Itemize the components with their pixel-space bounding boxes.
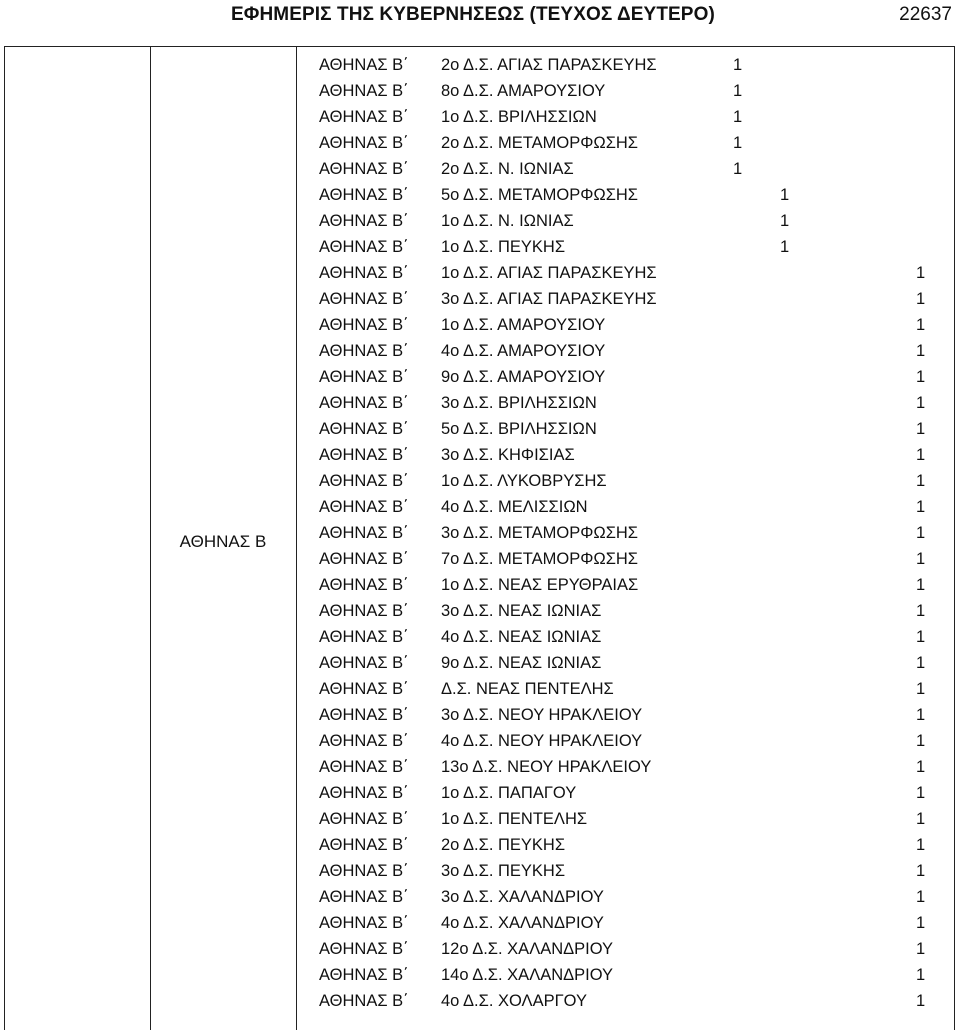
count-cell: 1 [916,342,926,360]
page-number: 22637 [899,4,952,25]
count-cell: 1 [733,56,743,74]
school-cell: 1ο Δ.Σ. ΠΑΠΑΓΟΥ [441,784,577,802]
count-cell: 1 [780,186,790,204]
school-cell: 3ο Δ.Σ. ΑΓΙΑΣ ΠΑΡΑΣΚΕΥΗΣ [441,290,657,308]
count-cell: 1 [916,472,926,490]
school-cell: Δ.Σ. ΝΕΑΣ ΠΕΝΤΕΛΗΣ [441,680,614,698]
region-cell: ΑΘΗΝΑΣ Β΄ [319,212,409,230]
region-cell: ΑΘΗΝΑΣ Β΄ [319,108,409,126]
count-cell: 1 [916,316,926,334]
table-row [0,754,960,780]
school-cell: 3ο Δ.Σ. ΧΑΛΑΝΔΡΙΟΥ [441,888,604,906]
region-cell: ΑΘΗΝΑΣ Β΄ [319,940,409,958]
count-cell: 1 [916,810,926,828]
table-row [0,988,960,1014]
table-row [0,390,960,416]
count-cell: 1 [916,784,926,802]
count-cell: 1 [916,550,926,568]
group-label: ΑΘΗΝΑΣ Β [179,532,267,551]
region-cell: ΑΘΗΝΑΣ Β΄ [319,316,409,334]
school-cell: 4ο Δ.Σ. ΑΜΑΡΟΥΣΙΟΥ [441,342,606,360]
table-row [0,156,960,182]
table-row [0,702,960,728]
school-cell: 1ο Δ.Σ. ΛΥΚΟΒΡΥΣΗΣ [441,472,607,490]
table-row [0,78,960,104]
school-cell: 3ο Δ.Σ. ΜΕΤΑΜΟΡΦΩΣΗΣ [441,524,639,542]
count-cell: 1 [916,264,926,282]
table-row [0,260,960,286]
table-row [0,130,960,156]
region-cell: ΑΘΗΝΑΣ Β΄ [319,628,409,646]
count-cell: 1 [916,940,926,958]
region-cell: ΑΘΗΝΑΣ Β΄ [319,238,409,256]
table-row [0,520,960,546]
table-row [0,104,960,130]
school-cell: 14ο Δ.Σ. ΧΑΛΑΝΔΡΙΟΥ [441,966,614,984]
school-cell: 1ο Δ.Σ. Ν. ΙΩΝΙΑΣ [441,212,574,230]
region-cell: ΑΘΗΝΑΣ Β΄ [319,394,409,412]
table-body [0,52,960,1014]
table-row [0,468,960,494]
school-cell: 1ο Δ.Σ. ΒΡΙΛΗΣΣΙΩΝ [441,108,597,126]
school-cell: 2ο Δ.Σ. ΑΓΙΑΣ ΠΑΡΑΣΚΕΥΗΣ [441,56,657,74]
count-cell: 1 [916,290,926,308]
school-cell: 9ο Δ.Σ. ΑΜΑΡΟΥΣΙΟΥ [441,368,606,386]
school-cell: 1ο Δ.Σ. ΠΕΝΤΕΛΗΣ [441,810,588,828]
count-cell: 1 [733,82,743,100]
count-cell: 1 [916,836,926,854]
count-cell: 1 [733,108,743,126]
table-row [0,208,960,234]
table-row [0,364,960,390]
table-row [0,234,960,260]
region-cell: ΑΘΗΝΑΣ Β΄ [319,472,409,490]
table-row [0,780,960,806]
school-cell: 1ο Δ.Σ. ΝΕΑΣ ΕΡΥΘΡΑΙΑΣ [441,576,639,594]
region-cell: ΑΘΗΝΑΣ Β΄ [319,160,409,178]
region-cell: ΑΘΗΝΑΣ Β΄ [319,498,409,516]
region-cell: ΑΘΗΝΑΣ Β΄ [319,914,409,932]
table-row [0,286,960,312]
count-cell: 1 [780,238,790,256]
region-cell: ΑΘΗΝΑΣ Β΄ [319,290,409,308]
region-cell: ΑΘΗΝΑΣ Β΄ [319,186,409,204]
school-cell: 4ο Δ.Σ. ΧΟΛΑΡΓΟΥ [441,992,587,1010]
count-cell: 1 [733,160,743,178]
school-cell: 2ο Δ.Σ. Ν. ΙΩΝΙΑΣ [441,160,574,178]
school-cell: 5ο Δ.Σ. ΜΕΤΑΜΟΡΦΩΣΗΣ [441,186,639,204]
region-cell: ΑΘΗΝΑΣ Β΄ [319,368,409,386]
table-row [0,546,960,572]
count-cell: 1 [916,524,926,542]
school-cell: 2ο Δ.Σ. ΠΕΥΚΗΣ [441,836,566,854]
region-cell: ΑΘΗΝΑΣ Β΄ [319,602,409,620]
table-row [0,442,960,468]
count-cell: 1 [916,862,926,880]
table-row [0,910,960,936]
count-cell: 1 [916,706,926,724]
region-cell: ΑΘΗΝΑΣ Β΄ [319,82,409,100]
school-cell: 4ο Δ.Σ. ΜΕΛΙΣΣΙΩΝ [441,498,588,516]
count-cell: 1 [916,888,926,906]
table-row [0,962,960,988]
table-row [0,832,960,858]
region-cell: ΑΘΗΝΑΣ Β΄ [319,264,409,282]
region-cell: ΑΘΗΝΑΣ Β΄ [319,134,409,152]
school-cell: 1ο Δ.Σ. ΑΜΑΡΟΥΣΙΟΥ [441,316,606,334]
count-cell: 1 [916,576,926,594]
table-row [0,572,960,598]
region-cell: ΑΘΗΝΑΣ Β΄ [319,992,409,1010]
region-cell: ΑΘΗΝΑΣ Β΄ [319,888,409,906]
school-cell: 1ο Δ.Σ. ΑΓΙΑΣ ΠΑΡΑΣΚΕΥΗΣ [441,264,657,282]
table-row [0,676,960,702]
region-cell: ΑΘΗΝΑΣ Β΄ [319,654,409,672]
school-cell: 2ο Δ.Σ. ΜΕΤΑΜΟΡΦΩΣΗΣ [441,134,639,152]
region-cell: ΑΘΗΝΑΣ Β΄ [319,446,409,464]
region-cell: ΑΘΗΝΑΣ Β΄ [319,524,409,542]
count-cell: 1 [916,446,926,464]
table-row [0,624,960,650]
school-cell: 12ο Δ.Σ. ΧΑΛΑΝΔΡΙΟΥ [441,940,614,958]
region-cell: ΑΘΗΝΑΣ Β΄ [319,758,409,776]
count-cell: 1 [916,420,926,438]
page-header [0,0,960,28]
region-cell: ΑΘΗΝΑΣ Β΄ [319,680,409,698]
count-cell: 1 [916,758,926,776]
count-cell: 1 [916,368,926,386]
count-cell: 1 [916,992,926,1010]
school-cell: 9ο Δ.Σ. ΝΕΑΣ ΙΩΝΙΑΣ [441,654,602,672]
school-cell: 4ο Δ.Σ. ΝΕΑΣ ΙΩΝΙΑΣ [441,628,602,646]
region-cell: ΑΘΗΝΑΣ Β΄ [319,56,409,74]
school-cell: 3ο Δ.Σ. ΚΗΦΙΣΙΑΣ [441,446,575,464]
region-cell: ΑΘΗΝΑΣ Β΄ [319,862,409,880]
region-cell: ΑΘΗΝΑΣ Β΄ [319,732,409,750]
region-cell: ΑΘΗΝΑΣ Β΄ [319,706,409,724]
region-cell: ΑΘΗΝΑΣ Β΄ [319,342,409,360]
count-cell: 1 [733,134,743,152]
table-row [0,884,960,910]
region-cell: ΑΘΗΝΑΣ Β΄ [319,550,409,568]
school-cell: 4ο Δ.Σ. ΧΑΛΑΝΔΡΙΟΥ [441,914,604,932]
region-cell: ΑΘΗΝΑΣ Β΄ [319,420,409,438]
table-row [0,52,960,78]
count-cell: 1 [916,680,926,698]
count-cell: 1 [916,394,926,412]
region-cell: ΑΘΗΝΑΣ Β΄ [319,836,409,854]
school-cell: 3ο Δ.Σ. ΝΕΟΥ ΗΡΑΚΛΕΙΟΥ [441,706,643,724]
table-row [0,312,960,338]
region-cell: ΑΘΗΝΑΣ Β΄ [319,576,409,594]
count-cell: 1 [916,602,926,620]
table-row [0,182,960,208]
count-cell: 1 [916,628,926,646]
region-cell: ΑΘΗΝΑΣ Β΄ [319,810,409,828]
table-row [0,338,960,364]
table-row [0,494,960,520]
table-row [0,416,960,442]
table-row [0,806,960,832]
count-cell: 1 [780,212,790,230]
school-cell: 3ο Δ.Σ. ΠΕΥΚΗΣ [441,862,566,880]
table-row [0,858,960,884]
table-row [0,936,960,962]
count-cell: 1 [916,914,926,932]
school-cell: 1ο Δ.Σ. ΠΕΥΚΗΣ [441,238,566,256]
table-row [0,598,960,624]
school-cell: 8ο Δ.Σ. ΑΜΑΡΟΥΣΙΟΥ [441,82,606,100]
count-cell: 1 [916,654,926,672]
school-cell: 7ο Δ.Σ. ΜΕΤΑΜΟΡΦΩΣΗΣ [441,550,639,568]
school-cell: 13ο Δ.Σ. ΝΕΟΥ ΗΡΑΚΛΕΙΟΥ [441,758,652,776]
school-cell: 5ο Δ.Σ. ΒΡΙΛΗΣΣΙΩΝ [441,420,597,438]
school-cell: 4ο Δ.Σ. ΝΕΟΥ ΗΡΑΚΛΕΙΟΥ [441,732,643,750]
school-cell: 3ο Δ.Σ. ΒΡΙΛΗΣΣΙΩΝ [441,394,597,412]
count-cell: 1 [916,966,926,984]
school-cell: 3ο Δ.Σ. ΝΕΑΣ ΙΩΝΙΑΣ [441,602,602,620]
count-cell: 1 [916,498,926,516]
table-row [0,728,960,754]
page-title: ΕΦΗΜΕΡΙΣ ΤΗΣ ΚΥΒΕΡΝΗΣΕΩΣ (ΤΕΥΧΟΣ ΔΕΥΤΕΡΟ) [231,4,715,25]
region-cell: ΑΘΗΝΑΣ Β΄ [319,784,409,802]
count-cell: 1 [916,732,926,750]
table-row [0,650,960,676]
region-cell: ΑΘΗΝΑΣ Β΄ [319,966,409,984]
